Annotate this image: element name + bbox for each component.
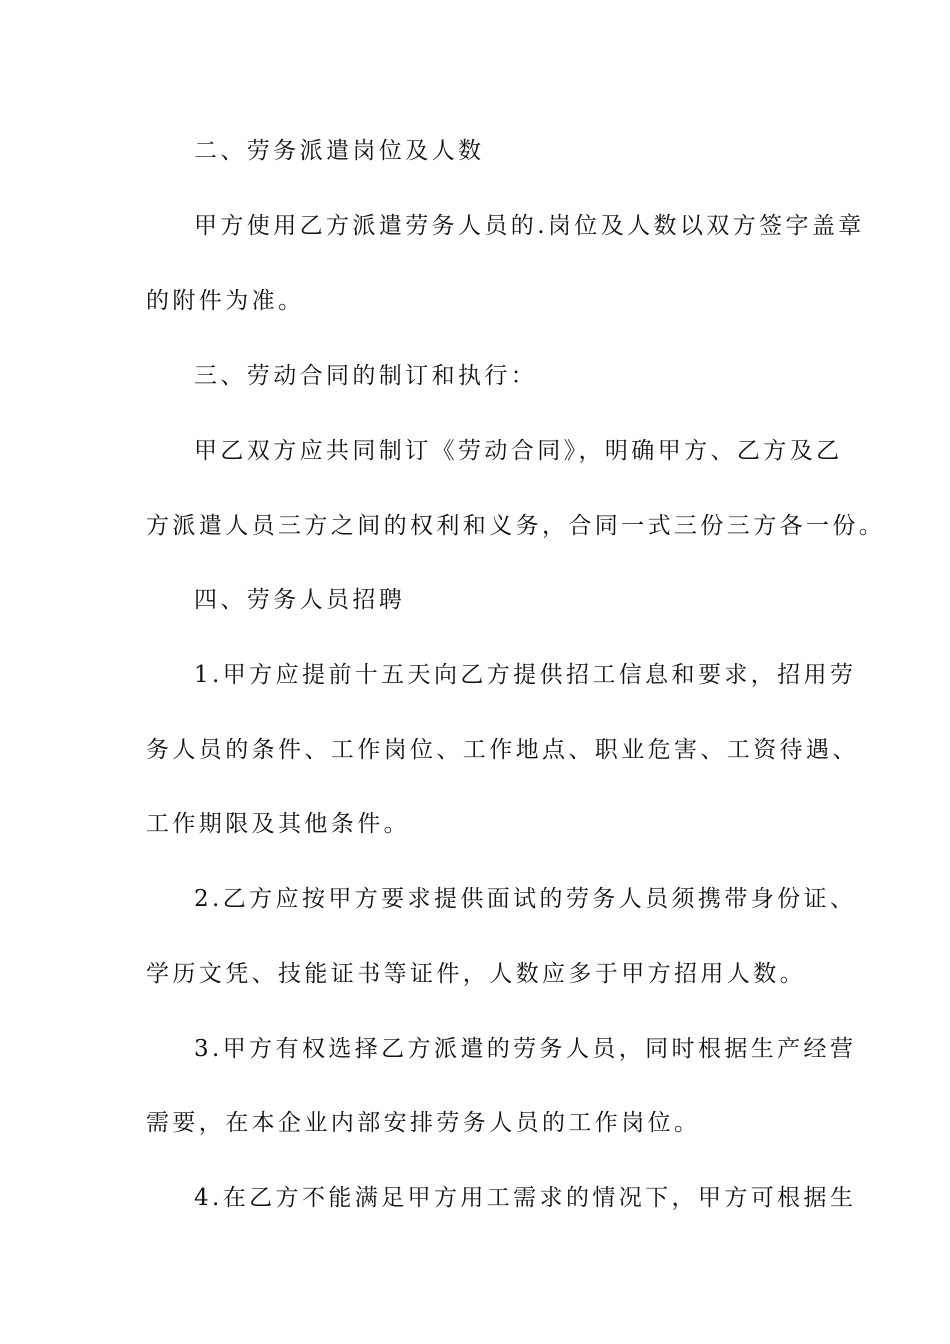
section-heading-2: 二、劳务派遣岗位及人数 [194, 138, 485, 164]
paragraph-line: 方派遣人员三方之间的权利和义务，合同一式三份三方各一份。 [146, 513, 886, 539]
paragraph-line: 的附件为准。 [146, 288, 305, 314]
section-heading-3: 三、劳动合同的制订和执行： [194, 363, 538, 389]
paragraph-line: 工作期限及其他条件。 [146, 811, 410, 837]
paragraph-line: 务人员的条件、工作岗位、工作地点、职业危害、工资待遇、 [146, 737, 859, 763]
paragraph-line: 1.甲方应提前十五天向乙方提供招工信息和要求，招用劳 [194, 662, 857, 688]
paragraph-line: 需要，在本企业内部安排劳务人员的工作岗位。 [146, 1110, 701, 1136]
section-heading-4: 四、劳务人员招聘 [194, 587, 406, 613]
paragraph-line: 甲乙双方应共同制订《劳动合同》，明确甲方、乙方及乙 [194, 438, 843, 464]
paragraph-line: 4.在乙方不能满足甲方用工需求的情况下，甲方可根据生 [194, 1185, 857, 1211]
paragraph-line: 甲方使用乙方派遣劳务人员的.岗位及人数以双方签字盖章 [194, 213, 865, 239]
paragraph-line: 3.甲方有权选择乙方派遣的劳务人员，同时根据生产经营 [194, 1036, 857, 1062]
paragraph-line: 学历文凭、技能证书等证件，人数应多于甲方招用人数。 [146, 961, 806, 987]
paragraph-line: 2.乙方应按甲方要求提供面试的劳务人员须携带身份证、 [194, 886, 857, 912]
